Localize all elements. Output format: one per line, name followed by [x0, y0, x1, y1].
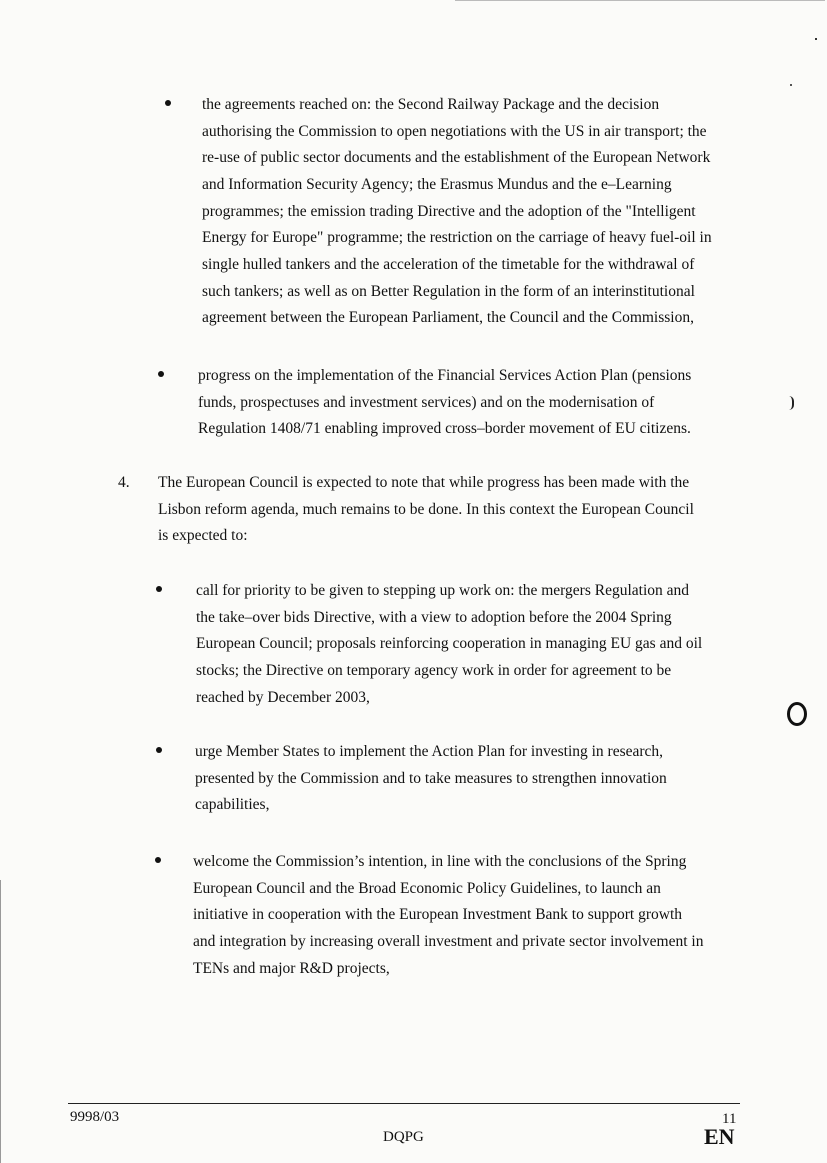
text-line: welcome the Commission’s intention, in line with the conclusions of the Spring [193, 853, 687, 870]
footer-page-number: 11 [722, 1111, 737, 1127]
bullet-dot [165, 100, 171, 106]
footer-rule [68, 1103, 740, 1104]
text-line: urge Member States to implement the Action Plan for investing in research, [195, 743, 664, 760]
text-line: such tankers; as well as on Better Regulation in the form of an interinstitutional [202, 283, 695, 300]
bullet-dot [155, 857, 161, 863]
text-line: and integration by increasing overall investment and private sector involvement in [193, 933, 704, 950]
text-line: funds, prospectuses and investment services) and on the modernisation of [198, 394, 655, 411]
bullet-dot [158, 371, 164, 377]
text-line: capabilities, [195, 796, 270, 813]
text-line: European Council; proposals reinforcing cooperation in managing EU gas and oil [196, 635, 703, 652]
scan-mark-right-upper [789, 396, 794, 410]
text-line: Lisbon reform agenda, much remains to be done. In this context the European Council [158, 501, 694, 518]
paragraph-number: 4. [118, 474, 130, 491]
text-line: reached by December 2003, [196, 689, 370, 706]
text-line: and Information Security Agency; the Erasmus Mundus and the e–Learning [202, 176, 672, 193]
bullet-dot [156, 586, 162, 592]
text-line: Energy for Europe" programme; the restriction on the carriage of heavy fuel-oil in [202, 229, 712, 246]
text-line: TENs and major R&D projects, [193, 960, 390, 977]
text-line: the agreements reached on: the Second Railway Package and the decision [202, 96, 660, 113]
text-line: agreement between the European Parliament, the Council and the Commission, [202, 309, 694, 326]
text-line: call for priority to be given to stepping up work on: the mergers Regulation and [196, 582, 690, 599]
text-line: European Council and the Broad Economic Policy Guidelines, to launch an [193, 880, 661, 897]
text-line: stocks; the Directive on temporary agency work in order for agreement to be [196, 662, 672, 679]
bullet-dot [156, 747, 162, 753]
footer-language: EN [704, 1124, 735, 1149]
footer-unit: DQPG [383, 1129, 424, 1145]
text-line: Regulation 1408/71 enabling improved cross–border movement of EU citizens. [198, 420, 691, 437]
text-line: presented by the Commission and to take measures to strengthen innovation [195, 770, 667, 787]
scan-hole-mark [787, 702, 807, 726]
text-line: progress on the implementation of the Financial Services Action Plan (pensions [198, 367, 692, 384]
text-line: is expected to: [158, 527, 248, 544]
text-line: The European Council is expected to note that while progress has been made with the [158, 474, 690, 491]
text-line: authorising the Commission to open negotiations with the US in air transport; the [202, 123, 707, 140]
text-line: the take–over bids Directive, with a view to adoption before the 2004 Spring [196, 609, 672, 626]
text-line: re-use of public sector documents and the establishment of the European Network [202, 149, 711, 166]
footer-doc-ref: 9998/03 [70, 1109, 120, 1125]
scan-top-edge [455, 0, 825, 1]
text-line: programmes; the emission trading Directive and the adoption of the "Intelligent [202, 203, 696, 220]
text-line: single hulled tankers and the acceleration of the timetable for the withdrawal of [202, 256, 695, 273]
scan-speck-2 [790, 84, 792, 86]
text-line: initiative in cooperation with the European Investment Bank to support growth [193, 906, 683, 923]
scan-speck [815, 38, 817, 40]
scan-left-edge [0, 880, 1, 1163]
